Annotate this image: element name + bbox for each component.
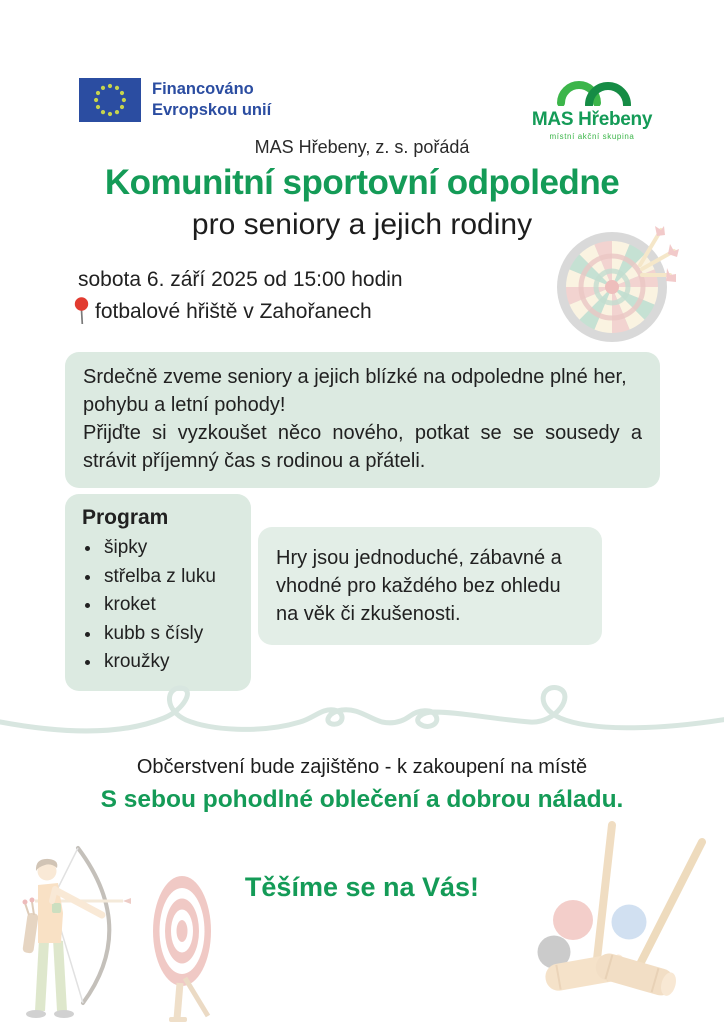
mas-hills-icon	[531, 72, 653, 106]
invitation-line1: Srdečně zveme seniory a jejich blízké na odpoledne plné her, pohybu a letní pohody!	[83, 366, 627, 416]
squiggle-divider	[0, 684, 724, 759]
invitation-line2: Přijďte si vyzkoušet něco nového, potkat se se sousedy a strávit příjemný čas s rodinou a přáteli.	[83, 422, 642, 472]
archer-illustration	[5, 823, 220, 1028]
page-title: Komunitní sportovní odpoledne	[104, 163, 620, 202]
invitation-box	[65, 352, 660, 488]
mas-logo-name: MAS Hřebeny	[531, 109, 653, 130]
eu-funding-text	[152, 79, 271, 120]
eu-funding-line1: Financováno	[152, 80, 254, 99]
dartboard-illustration	[540, 213, 710, 363]
event-location-text: fotbalové hřiště v Zahořanech	[95, 300, 372, 323]
croquet-illustration	[500, 820, 724, 1027]
closing-line: Těšíme se na Vás!	[244, 872, 480, 902]
program-item: • kroket	[102, 591, 236, 620]
program-list	[82, 534, 236, 677]
games-note-box: Hry jsou jednoduché, zábavné a vhodné pro každého bez ohledu na věk či zkušenosti.	[258, 527, 602, 645]
mas-logo-tagline: místní akční skupina	[549, 132, 635, 141]
organizer-line: MAS Hřebeny, z. s. pořádá	[254, 137, 470, 157]
program-item: • kubb s čísly	[102, 620, 236, 649]
program-item: • kroužky	[102, 648, 236, 677]
bring-line: S sebou pohodlné oblečení a dobrou náladu.	[100, 786, 624, 813]
refreshments-line: Občerstvení bude zajištěno - k zakoupení na místě	[136, 756, 588, 778]
mas-hrebeny-logo	[531, 72, 653, 141]
eu-flag-icon	[79, 78, 141, 122]
event-location	[74, 297, 372, 327]
event-date: sobota 6. září 2025 od 15:00 hodin	[78, 268, 403, 291]
eu-funding-line2: Evropskou unií	[152, 101, 272, 119]
program-heading: Program	[82, 506, 169, 529]
page-subtitle: pro seniory a jejich rodiny	[191, 208, 533, 241]
eu-funding-logo	[79, 78, 271, 122]
program-box	[65, 494, 251, 691]
location-pin-icon	[74, 297, 89, 327]
program-item: • střelba z luku	[102, 563, 236, 592]
program-item: • šipky	[102, 534, 236, 563]
